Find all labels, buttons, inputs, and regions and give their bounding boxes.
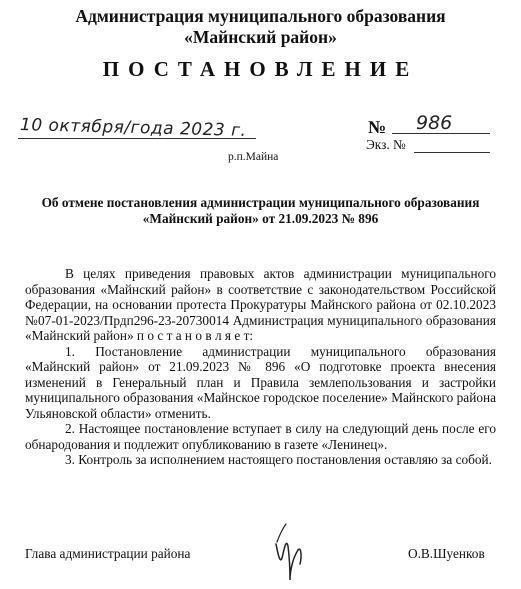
copy-number-label: Экз. № <box>366 137 406 152</box>
subject-line1: Об отмене постановления администрации муниципального образования <box>41 195 480 210</box>
body-paragraph-preamble: В целях приведения правовых актов администрации муниципального образования «Майнский район» в соответствие с законодательством Российской Федерации, на основании протеста Прокуратуры Майнского района от 02.10.2023 №07-01-2023/Прдп296-23-20730014 Администрация муниципального образования «Майнский район» п о с т а н о в л я е т: <box>25 266 496 343</box>
number-label: № <box>368 117 387 137</box>
body-paragraph-item3: 3. Контроль за исполнением настоящего постановления оставляю за собой. <box>65 452 492 467</box>
handwritten-date: 10 октября/года 2023 г. <box>19 115 247 141</box>
body-paragraph-item2: 2. Настоящее постановление вступает в силу на следующий день после его обнародования и подлежит опубликованию в газете «Ленинец». <box>25 421 496 452</box>
document-body <box>25 266 496 468</box>
copy-number-underline <box>414 152 490 153</box>
subject-line2: «Майнский район» от 21.09.2023 № 896 <box>142 211 379 226</box>
document-title: ПОСТАНОВЛЕНИЕ <box>102 57 419 81</box>
date-underline <box>18 138 256 139</box>
place-of-issue: р.п.Майна <box>228 151 279 163</box>
signatory-name: О.В.Шуенков <box>408 546 485 561</box>
body-paragraph-item1: 1. Постановление администрации муниципального образования «Майнский район» от 21.09.2023 № 896 «О подготовке проекта внесения изменений в Генеральный план и Правила землепользования и застройки муниципального образования «Майнское городское поселение» Майнского района Ульяновской области» отменить. <box>25 343 496 421</box>
org-name-line1: Администрация муниципального образования <box>75 6 446 26</box>
handwritten-number: 986 <box>416 112 453 134</box>
number-underline <box>392 133 490 134</box>
signatory-position: Глава администрации района <box>25 546 191 561</box>
org-name-line2: «Майнский район» <box>184 27 337 47</box>
signature <box>268 520 308 588</box>
